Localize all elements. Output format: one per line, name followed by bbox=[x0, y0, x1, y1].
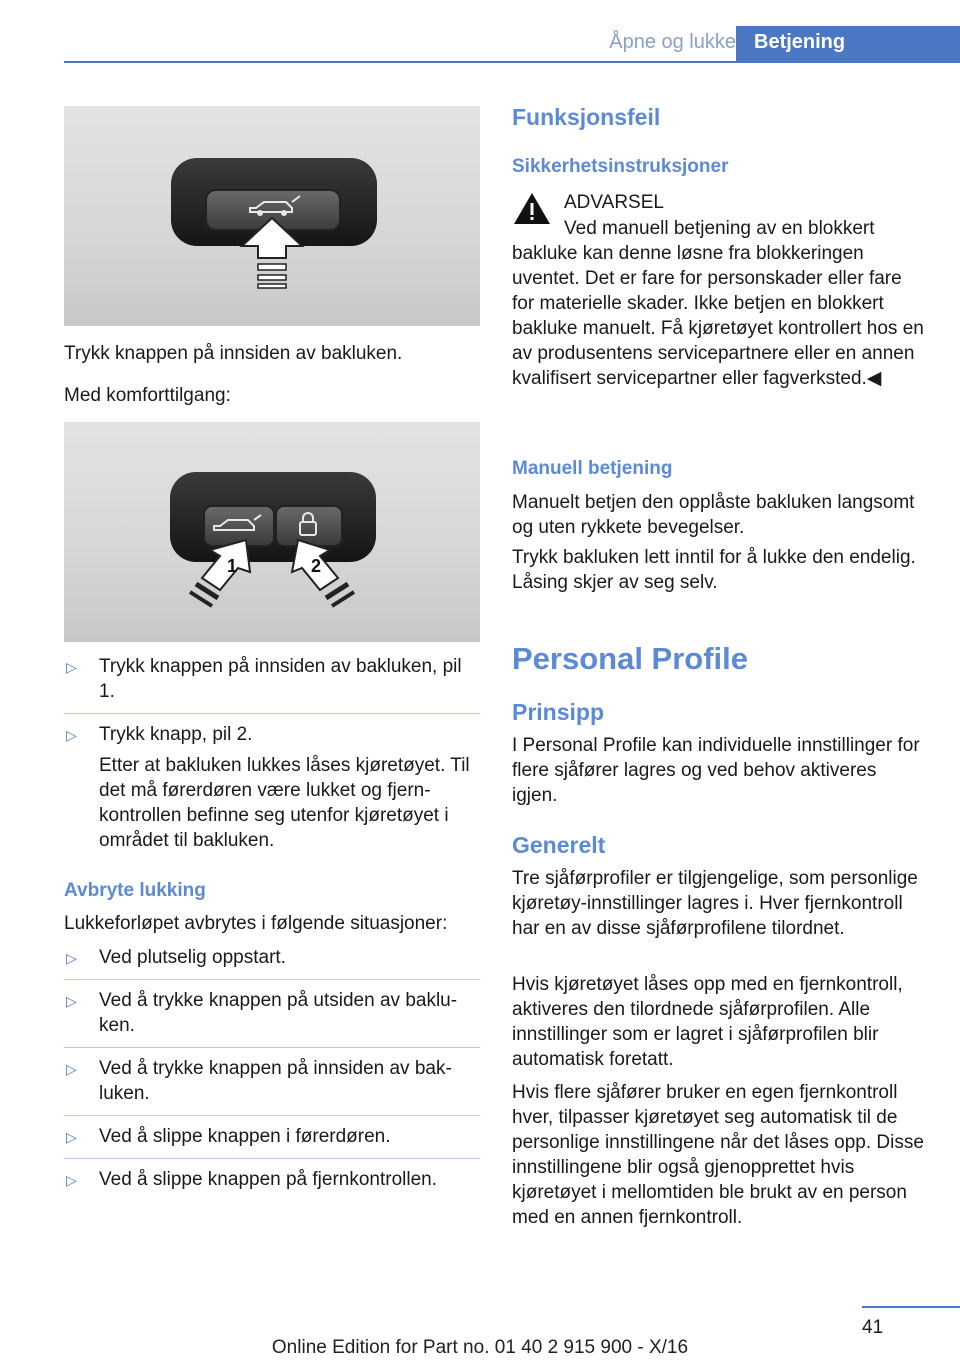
safety-instructions-heading: Sikkerhetsinstruksjoner bbox=[512, 156, 729, 177]
manual-operation-p1: Manuelt betjen den opplåste bakluken langsomt og uten rykkete bevegelser. bbox=[512, 492, 915, 538]
header-chapter-tab: Betjening bbox=[736, 26, 960, 62]
principle-paragraph: I Personal Profile kan individuelle innstillinger for flere sjåfører lagres og ved behov aktiveres igjen. bbox=[512, 735, 920, 806]
footer-rule bbox=[862, 1306, 960, 1308]
general-paragraph-2: Hvis kjøretøyet låses opp med en fjernkontroll, aktiveres den tilordnede sjåførprofilen. Alle innstillinger som er lagret i sjåførprofilen blir automatisk foretatt. bbox=[512, 974, 903, 1070]
list-item bbox=[64, 1124, 480, 1159]
comfort-access-label: Med komforttilgang: bbox=[64, 385, 231, 406]
warning-first-line: Ved manuell betjening av en blokkert bbox=[564, 218, 875, 239]
abort-closing-intro: Lukkeforløpet avbrytes i følgende situasjoner: bbox=[64, 913, 448, 934]
arrow-label-2: 2 bbox=[311, 556, 322, 576]
list-item bbox=[64, 722, 480, 862]
edition-line: Online Edition for Part no. 01 40 2 915 900 - X/16 bbox=[271, 1337, 689, 1358]
list-item-text: Trykk knapp, pil 2. bbox=[99, 724, 253, 745]
triangle-bullet-icon: ▷ bbox=[66, 1061, 77, 1077]
list-item-text: Ved å slippe knappen i førerdøren. bbox=[99, 1126, 391, 1147]
list-item-text: Ved å trykke knappen på utsiden av bakluken. bbox=[99, 990, 458, 1036]
triangle-bullet-icon: ▷ bbox=[66, 659, 77, 675]
list-item bbox=[64, 988, 480, 1048]
malfunction-heading: Funksjonsfeil bbox=[512, 104, 661, 130]
figure1-caption: Trykk knappen på innsiden av bakluken. bbox=[64, 343, 403, 364]
triangle-bullet-icon: ▷ bbox=[66, 993, 77, 1009]
principle-heading: Prinsipp bbox=[512, 699, 605, 725]
triangle-bullet-icon: ▷ bbox=[66, 1129, 77, 1145]
manual-operation-heading: Manuell betjening bbox=[512, 458, 673, 479]
general-heading: Generelt bbox=[512, 832, 606, 858]
header-rule bbox=[64, 61, 960, 63]
manual-operation-p2: Trykk bakluken lett inntil for å lukke den endelig. Låsing skjer av seg selv. bbox=[512, 547, 916, 593]
triangle-bullet-icon: ▷ bbox=[66, 1172, 77, 1188]
list-item-note: Etter at bakluken lukkes låses kjøretøyet. Til det må førerdøren være lukket og fjernkontrollen befinne seg utenfor kjøretøyet i området til bakluken. bbox=[99, 755, 470, 851]
list-item bbox=[64, 945, 480, 980]
warning-body: bakluke kan denne løsne fra blokkeringen uventet. Det er fare for personskader eller fare for materielle skader. Ikke betjen en blokkert bakluke manuelt. Få kjøretøyet kontrollert hos en av produsentens servicepartnere eller en annen kvalifisert servicepartner eller fagverksted.◀ bbox=[512, 243, 924, 389]
comfort-access-illustration bbox=[64, 422, 480, 642]
comfort-access-steps bbox=[64, 654, 480, 870]
general-paragraph-3: Hvis flere sjåfører bruker en egen fjernkontroll hver, tilpasser kjøretøyet seg automatisk til de personlige innstillingene når det låses opp. Disse innstillingene blir også gjenopprettet hvis kjøretøyet i mellomtiden ble brukt av en person med en annen fjernkontroll. bbox=[512, 1082, 924, 1228]
header-section-title: Åpne og lukke bbox=[609, 31, 736, 53]
list-item-text: Ved å trykke knappen på innsiden av bakluken. bbox=[99, 1058, 452, 1104]
list-item bbox=[64, 654, 480, 714]
tailgate-button-illustration bbox=[64, 106, 480, 326]
personal-profile-heading: Personal Profile bbox=[512, 641, 749, 676]
list-item-text: Trykk knappen på innsiden av bakluken, pil 1. bbox=[99, 656, 462, 702]
abort-closing-heading: Avbryte lukking bbox=[64, 880, 206, 901]
general-paragraph-1: Tre sjåførprofiler er tilgjengelige, som personlige kjøretøy-innstillinger lagres i. Hver fjernkontroll har en av disse sjåførprofilene tilordnet. bbox=[512, 868, 918, 939]
list-item-text: Ved å slippe knappen på fjernkontrollen. bbox=[99, 1169, 438, 1190]
abort-conditions-list bbox=[64, 945, 480, 1209]
triangle-bullet-icon: ▷ bbox=[66, 727, 77, 743]
warning-triangle-icon bbox=[512, 190, 552, 226]
figure-tailgate-button bbox=[64, 106, 480, 326]
arrow-label-1: 1 bbox=[227, 556, 238, 576]
warning-title: ADVARSEL bbox=[564, 192, 664, 213]
list-item-text: Ved plutselig oppstart. bbox=[99, 947, 286, 968]
page-number: 41 bbox=[862, 1317, 884, 1338]
triangle-bullet-icon: ▷ bbox=[66, 950, 77, 966]
warning-box bbox=[512, 190, 924, 391]
figure-comfort-access-buttons bbox=[64, 422, 480, 642]
page-header bbox=[0, 26, 960, 62]
list-item bbox=[64, 1167, 480, 1201]
list-item bbox=[64, 1056, 480, 1116]
